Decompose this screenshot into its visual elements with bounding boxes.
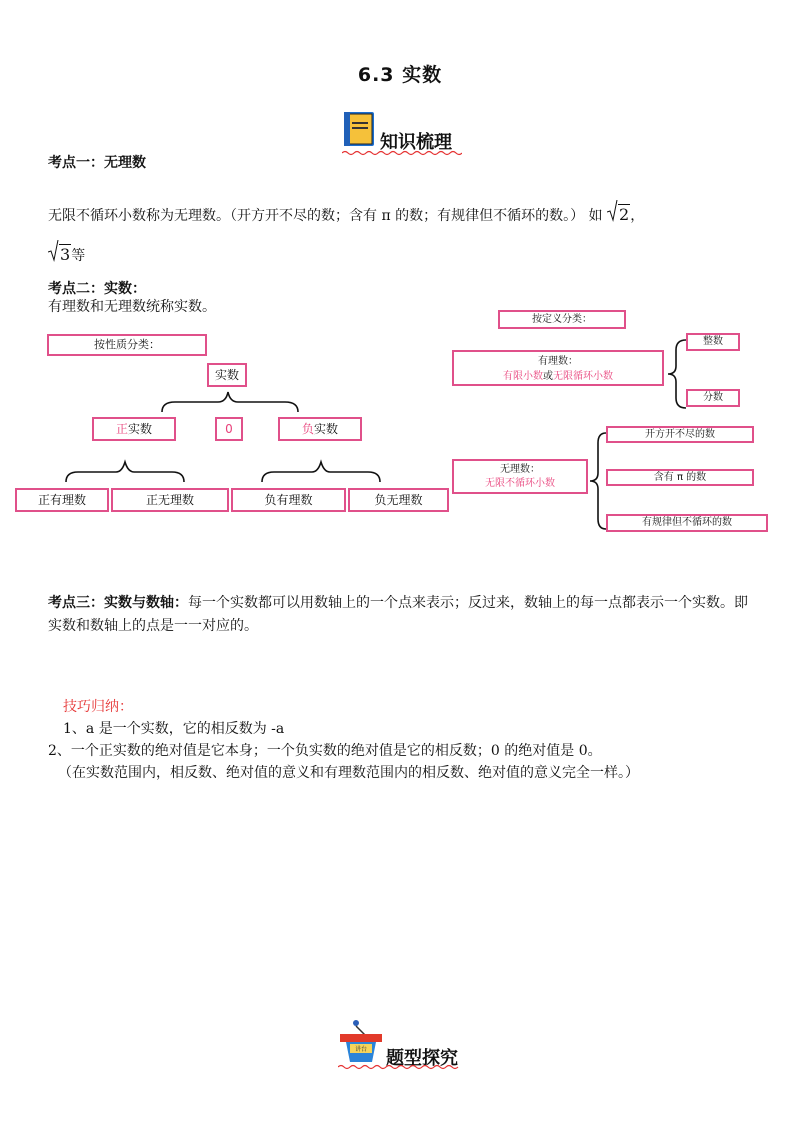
- wavy-underline: [338, 1064, 462, 1070]
- tree-zero: [215, 417, 243, 441]
- section3-body: 每一个实数都可以用数轴上的一个点来表示；反过来，数轴上的每一点都表示一个实数。即实数和数轴上的点是一一对应的。: [48, 595, 748, 634]
- section2-body: 有理数和无理数统称实数。: [48, 299, 216, 315]
- rational-desc-a: 有限小数: [503, 371, 543, 382]
- tree-left-root: 实数: [207, 363, 247, 387]
- negative-prefix: 负: [301, 422, 314, 436]
- sqrt-three: [48, 244, 71, 267]
- question-types-label: 题型探究: [386, 1048, 458, 1069]
- tip-item: （在实数范围内，相反数、绝对值的意义和有理数范围内的相反数、绝对值的意义完全一样。）: [58, 765, 639, 781]
- irrational-child: 开方开不尽的数: [606, 426, 754, 443]
- wavy-underline: [342, 150, 462, 156]
- tips-heading: 技巧归纳：: [63, 699, 133, 715]
- section1-suffix: 等: [71, 248, 86, 264]
- irrational-child: 含有 π 的数: [606, 469, 754, 486]
- rational-desc: [454, 369, 662, 384]
- section3-heading: 考点三：实数与数轴：: [48, 595, 188, 611]
- section1-text: 无限不循环小数称为无理数。（开方开不尽的数；含有 π 的数；有规律但不循环的数。） 如: [48, 208, 603, 224]
- irrational-title: 无理数：: [500, 464, 540, 475]
- irrational-desc: 无限不循环小数: [485, 478, 555, 489]
- tip-item: 1、a 是一个实数，它的相反数为 -a: [63, 721, 285, 737]
- sqrt-three-value: 3: [60, 245, 71, 264]
- rational-child: 整数: [686, 333, 740, 351]
- section1-body-line2: [48, 244, 85, 267]
- tree-leaf: 负有理数: [231, 488, 346, 512]
- question-types-banner: [338, 1018, 462, 1070]
- podium-icon: [338, 1018, 388, 1066]
- irrational-box: [452, 459, 588, 494]
- knowledge-banner-label: 知识梳理: [380, 132, 452, 153]
- negative-suffix: 实数: [314, 422, 339, 436]
- tree-right-label: 按定义分类：: [498, 310, 626, 329]
- knowledge-banner: [342, 110, 462, 154]
- tree-left-label: 按性质分类：: [47, 334, 207, 356]
- section1-body: 无限不循环小数称为无理数。（开方开不尽的数；含有 π 的数；有规律但不循环的数。） 如 2，: [48, 204, 768, 227]
- tree-leaf: 负无理数: [348, 488, 449, 512]
- rational-child: 分数: [686, 389, 740, 407]
- rational-desc-or: 或: [543, 371, 553, 382]
- tree-negative-real: [278, 417, 362, 441]
- positive-suffix: 实数: [128, 422, 153, 436]
- rational-title: 有理数：: [538, 356, 578, 367]
- sqrt-two: [607, 204, 630, 227]
- tree-leaf: 正有理数: [15, 488, 109, 512]
- section2-heading: 考点二：实数：: [48, 281, 146, 297]
- tree-positive-real: [92, 417, 176, 441]
- section1-heading: 考点一：无理数: [48, 155, 146, 171]
- irrational-child: 有规律但不循环的数: [606, 514, 768, 532]
- zero-value: 0: [225, 422, 233, 436]
- sqrt-two-value: 2: [619, 205, 630, 224]
- page-title: 6.3 实数: [357, 64, 443, 86]
- positive-prefix: 正: [115, 422, 128, 436]
- tip-item: 2、一个正实数的绝对值是它本身；一个负实数的绝对值是它的相反数；0 的绝对值是 0。: [48, 743, 602, 759]
- book-icon: [342, 110, 376, 148]
- podium-label: 讲台: [354, 1046, 368, 1053]
- section3: [48, 592, 760, 638]
- rational-box: [452, 350, 664, 386]
- tree-leaf: 正无理数: [111, 488, 229, 512]
- rational-desc-b: 无限循环小数: [553, 371, 613, 382]
